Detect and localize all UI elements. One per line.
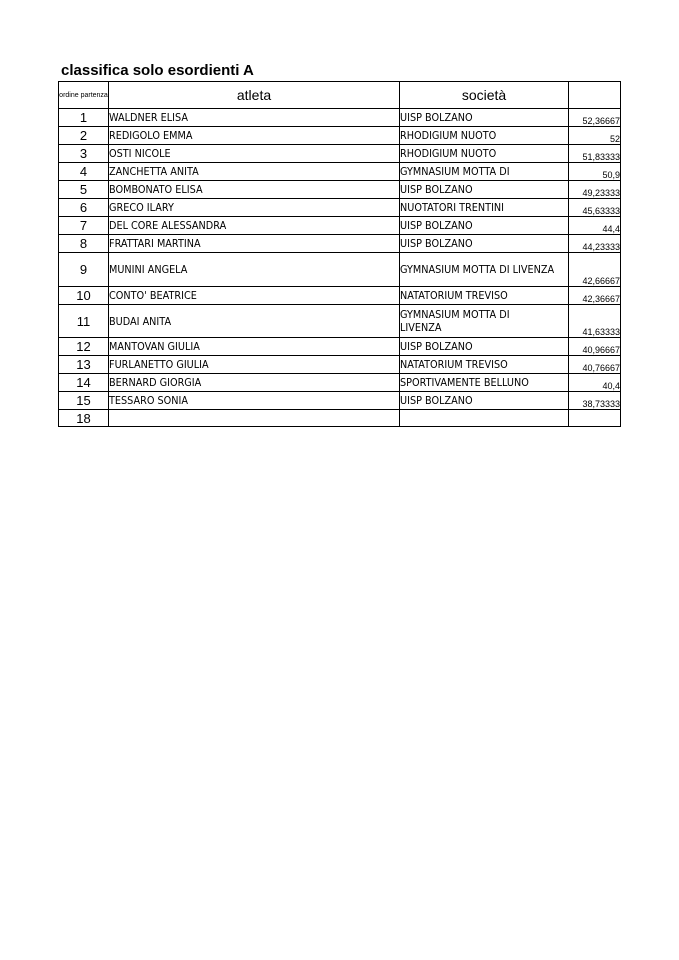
table-row <box>59 181 621 199</box>
club-cell <box>400 374 569 392</box>
athlete-cell <box>109 374 400 392</box>
athlete-name: REDIGOLO EMMA <box>109 129 193 142</box>
order-cell: 18 <box>59 410 109 427</box>
club-cell <box>400 253 569 287</box>
club-cell <box>400 163 569 181</box>
table-row <box>59 410 621 427</box>
athlete-cell <box>109 181 400 199</box>
score-cell: 38,73333 <box>569 392 621 410</box>
order-cell: 5 <box>59 181 109 199</box>
athlete-cell <box>109 163 400 181</box>
athlete-cell <box>109 109 400 127</box>
table-row <box>59 217 621 235</box>
order-cell: 2 <box>59 127 109 145</box>
order-cell: 8 <box>59 235 109 253</box>
athlete-name: OSTI NICOLE <box>109 147 171 160</box>
club-cell <box>400 145 569 163</box>
ranking-table <box>58 81 621 427</box>
order-cell: 14 <box>59 374 109 392</box>
order-cell: 4 <box>59 163 109 181</box>
order-cell: 10 <box>59 287 109 305</box>
athlete-name: FRATTARI MARTINA <box>109 237 201 250</box>
club-cell <box>400 127 569 145</box>
club-name: NATATORIUM TREVISO <box>400 289 508 302</box>
athlete-cell <box>109 127 400 145</box>
club-cell <box>400 305 569 338</box>
score-cell <box>569 410 621 427</box>
club-cell <box>400 109 569 127</box>
club-name: GYMNASIUM MOTTA DI LIVENZA <box>400 262 555 276</box>
table-row <box>59 253 621 287</box>
athlete-cell <box>109 356 400 374</box>
order-cell: 3 <box>59 145 109 163</box>
order-cell: 11 <box>59 305 109 338</box>
club-cell <box>400 181 569 199</box>
order-cell: 12 <box>59 338 109 356</box>
score-cell: 40,96667 <box>569 338 621 356</box>
document-title: classifica solo esordienti A <box>61 62 254 79</box>
athlete-cell <box>109 287 400 305</box>
club-name: UISP BOLZANO <box>400 219 473 232</box>
club-cell <box>400 217 569 235</box>
athlete-cell <box>109 410 400 427</box>
club-name: RHODIGIUM NUOTO <box>400 129 497 142</box>
score-cell: 50,9 <box>569 163 621 181</box>
club-name: NUOTATORI TRENTINI <box>400 201 505 214</box>
club-name: UISP BOLZANO <box>400 183 473 196</box>
athlete-name: FURLANETTO GIULIA <box>109 358 209 371</box>
athlete-cell <box>109 253 400 287</box>
athlete-cell <box>109 392 400 410</box>
table-row <box>59 199 621 217</box>
order-cell: 7 <box>59 217 109 235</box>
order-cell: 15 <box>59 392 109 410</box>
athlete-name: MANTOVAN GIULIA <box>109 340 200 353</box>
club-cell <box>400 235 569 253</box>
athlete-cell <box>109 235 400 253</box>
header-athlete: atleta <box>109 82 400 109</box>
club-cell <box>400 356 569 374</box>
table-row <box>59 145 621 163</box>
table-row <box>59 374 621 392</box>
club-cell <box>400 287 569 305</box>
score-cell: 52 <box>569 127 621 145</box>
order-cell: 13 <box>59 356 109 374</box>
athlete-name: CONTO' BEATRICE <box>109 289 197 302</box>
score-cell: 41,63333 <box>569 305 621 338</box>
club-name: UISP BOLZANO <box>400 237 473 250</box>
athlete-name: GRECO ILARY <box>109 201 174 214</box>
table-row <box>59 109 621 127</box>
athlete-name: BUDAI ANITA <box>109 314 172 328</box>
club-name: UISP BOLZANO <box>400 111 473 124</box>
table-row <box>59 287 621 305</box>
order-cell: 6 <box>59 199 109 217</box>
athlete-cell <box>109 199 400 217</box>
score-cell: 44,4 <box>569 217 621 235</box>
club-name: GYMNASIUM MOTTA DI <box>400 165 510 178</box>
header-club: società <box>400 82 569 109</box>
score-cell: 49,23333 <box>569 181 621 199</box>
athlete-cell <box>109 217 400 235</box>
table-header-row <box>59 82 621 109</box>
order-cell: 9 <box>59 253 109 287</box>
athlete-name: DEL CORE ALESSANDRA <box>109 219 227 232</box>
table-row <box>59 305 621 338</box>
score-cell: 45,63333 <box>569 199 621 217</box>
table-row <box>59 356 621 374</box>
table-row <box>59 338 621 356</box>
athlete-name: WALDNER ELISA <box>109 111 188 124</box>
athlete-name: MUNINI ANGELA <box>109 263 188 276</box>
club-cell <box>400 410 569 427</box>
athlete-cell <box>109 145 400 163</box>
athlete-cell <box>109 305 400 338</box>
table-row <box>59 163 621 181</box>
table-row <box>59 127 621 145</box>
club-name: UISP BOLZANO <box>400 340 473 353</box>
club-cell <box>400 199 569 217</box>
club-cell <box>400 338 569 356</box>
athlete-name: BOMBONATO ELISA <box>109 183 203 196</box>
table-row <box>59 392 621 410</box>
club-name: UISP BOLZANO <box>400 394 473 407</box>
club-name: SPORTIVAMENTE BELLUNO <box>400 376 529 389</box>
header-score <box>569 82 621 109</box>
score-cell: 44,23333 <box>569 235 621 253</box>
score-cell: 40,76667 <box>569 356 621 374</box>
table-row <box>59 235 621 253</box>
athlete-name: TESSARO SONIA <box>109 394 189 407</box>
score-cell: 51,83333 <box>569 145 621 163</box>
club-name: RHODIGIUM NUOTO <box>400 147 497 160</box>
club-name: GYMNASIUM MOTTA DI LIVENZA <box>400 308 510 334</box>
athlete-cell <box>109 338 400 356</box>
score-cell: 42,36667 <box>569 287 621 305</box>
club-name: NATATORIUM TREVISO <box>400 358 508 371</box>
club-cell <box>400 392 569 410</box>
score-cell: 40,4 <box>569 374 621 392</box>
athlete-name: BERNARD GIORGIA <box>109 376 202 389</box>
header-order: ordine partenza <box>59 82 109 109</box>
score-cell: 42,66667 <box>569 253 621 287</box>
score-cell: 52,36667 <box>569 109 621 127</box>
order-cell: 1 <box>59 109 109 127</box>
athlete-name: ZANCHETTA ANITA <box>109 165 199 178</box>
